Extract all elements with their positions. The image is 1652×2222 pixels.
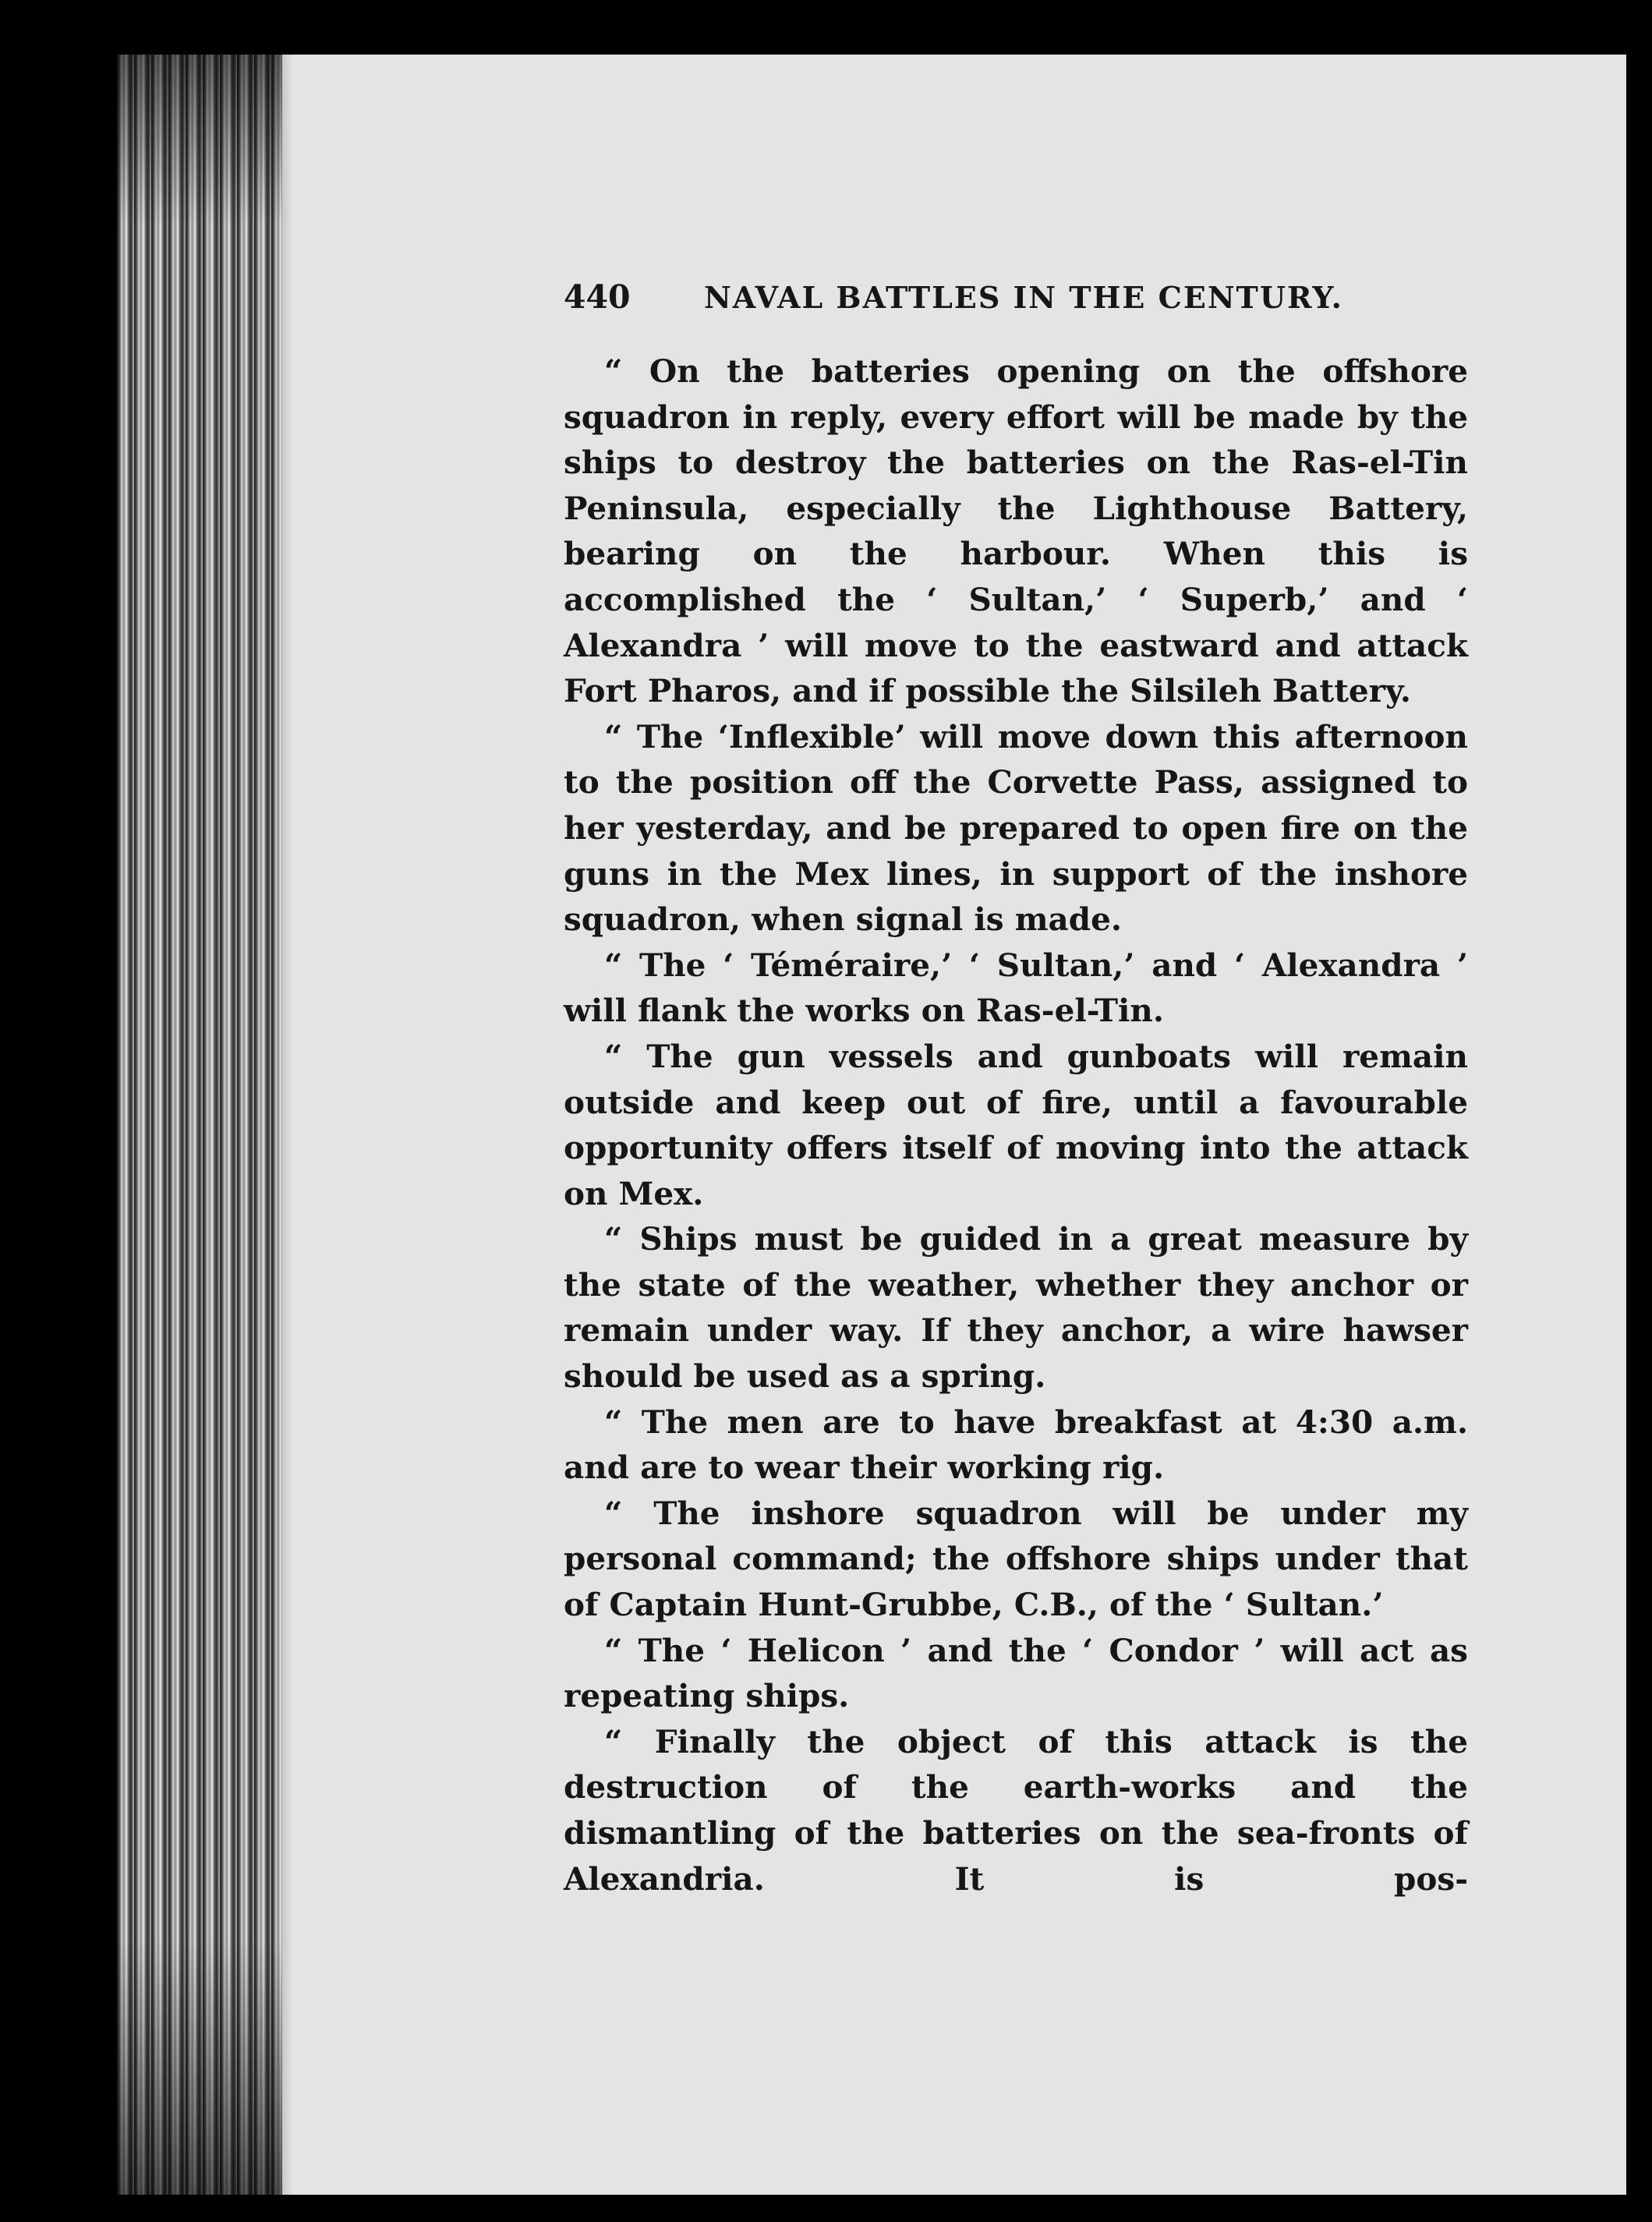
paragraph: “ The men are to have breakfast at 4:30 a.m. and are to wear their working rig. bbox=[564, 1403, 1468, 1487]
gutter-shadow bbox=[282, 55, 293, 2195]
paragraph: “ The gun vessels and gunboats will remain outside and keep out of fire, until a favourable opportunity offers itself of moving into the attack on Mex. bbox=[564, 1037, 1468, 1212]
paragraph: “ The ‘ Téméraire,’ ‘ Sultan,’ and ‘ Alexandra ’ will flank the works on Ras-el-Tin. bbox=[564, 946, 1468, 1030]
body-text bbox=[564, 349, 1468, 1902]
page-edge-stack bbox=[117, 55, 292, 2195]
paragraph: “ The ‘ Helicon ’ and the ‘ Condor ’ will act as repeating ships. bbox=[564, 1631, 1468, 1715]
page-number: 440 bbox=[564, 278, 631, 316]
running-title: NAVAL BATTLES IN THE CENTURY. bbox=[704, 280, 1343, 315]
running-head bbox=[564, 278, 1468, 349]
paragraph: “ On the batteries opening on the offshore squadron in reply, every effort will be made by the ships to destroy the batteries on the Ras-el-Tin Peninsula, especially the Lighthouse Battery, bearing on the harbour. When this is accomplished the ‘ Sultan,’ ‘ Superb,’ and ‘ Alexandra ’ will move to the eastward and attack Fort Pharos, and if possible the Silsileh Battery. bbox=[564, 352, 1468, 710]
paragraph: “ Ships must be guided in a great measure by the state of the weather, whether they anchor or remain under way. If they anchor, a wire hawser should be used as a spring. bbox=[564, 1220, 1468, 1396]
paragraph: “ The inshore squadron will be under my personal command; the offshore ships under that of Captain Hunt-Grubbe, C.B., of the ‘ Sultan.’ bbox=[564, 1494, 1468, 1624]
text-block bbox=[564, 278, 1468, 1902]
paragraph: “ The ‘Inflexible’ will move down this afternoon to the position off the Corvette Pass, assigned to her yesterday, and be prepared to open fire on the guns in the Mex lines, in support of the inshore squadron, when signal is made. bbox=[564, 717, 1468, 939]
paragraph: “ Finally the object of this attack is the destruction of the earth-works and the dismantling of the batteries on the sea-fronts of Alexandria. It is pos- bbox=[564, 1722, 1468, 1898]
